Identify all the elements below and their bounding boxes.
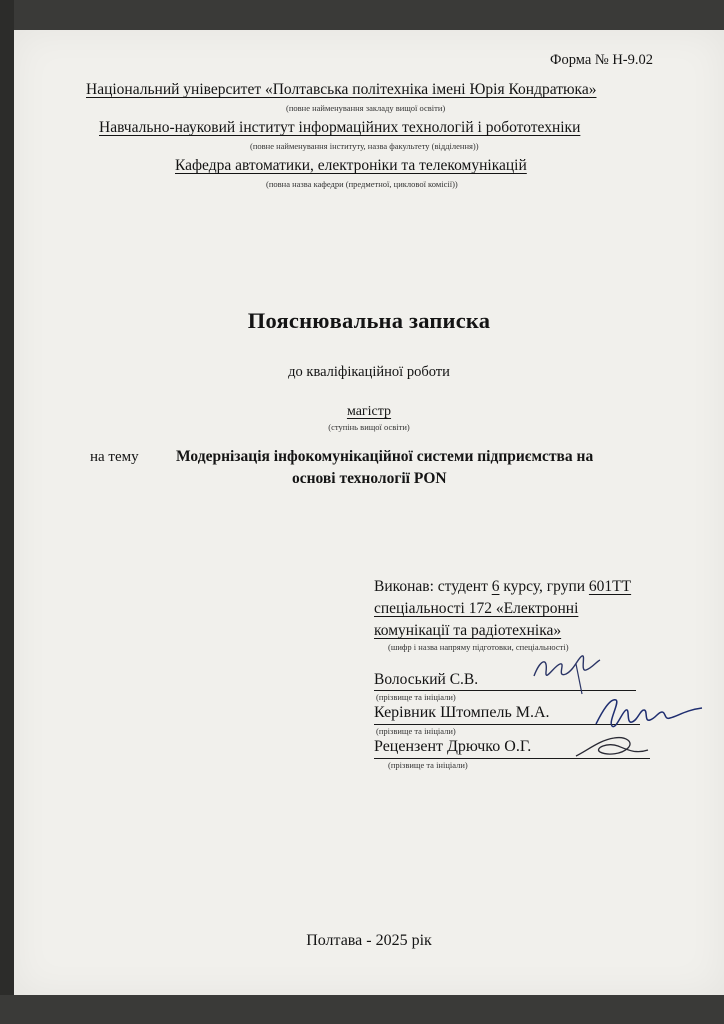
supervisor-caption: (прізвище та ініціали) [376,726,456,736]
performer-label: Виконав: студент [374,578,488,595]
student-caption: (прізвище та ініціали) [376,692,456,702]
document-title: Пояснювальна записка [247,308,491,333]
degree-value: магістр [346,404,392,419]
performer-course-suffix: курсу, групи [503,578,586,595]
topic-line-2: основі технології PON [292,470,447,487]
specialty-line-1: спеціальності 172 «Електронні [374,600,579,617]
performer-line [374,578,631,596]
document-subtitle: до кваліфікаційної роботи [288,364,450,380]
institute-name: Навчально-науковий інститут інформаційних технологій і робототехніки [99,119,581,136]
supervisor-name: Керівник Штомпель М.А. [374,704,550,721]
department-name: Кафедра автоматики, електроніки та телекомунікацій [175,157,527,174]
student-name: Волоський С.В. [374,671,479,688]
reviewer-name: Рецензент Дрючко О.Г. [374,738,532,755]
scan-left-edge [0,0,14,1024]
specialty-caption: (шифр і назва напряму підготовки, спеціальності) [388,642,569,652]
topic-line-1: Модернізація інфокомунікаційної системи підприємства на [176,448,594,465]
footer-city-year: Полтава - 2025 рік [306,932,432,949]
performer-group: 601ТТ [588,578,632,595]
specialty-line-2: комунікації та радіотехніка» [374,622,562,639]
degree-caption: (ступінь вищої освіти) [328,422,410,432]
university-caption: (повне найменування закладу вищої освіти) [286,103,446,113]
performer-course: 6 [491,578,500,595]
scan-bottom-edge [0,995,724,1024]
reviewer-caption: (прізвище та ініціали) [388,760,468,770]
document-page [14,30,724,995]
topic-prefix: на тему [90,449,139,465]
reviewer-signature [570,726,654,766]
department-caption: (повна назва кафедри (предметної, циклової комісії)) [266,179,458,189]
institute-caption: (повне найменування інституту, назва факультету (відділення)) [250,141,479,151]
university-name: Національний університет «Полтавська політехніка імені Юрія Кондратюка» [86,81,597,98]
bleed-through-text [534,226,538,242]
form-number: Форма № Н-9.02 [550,52,654,68]
